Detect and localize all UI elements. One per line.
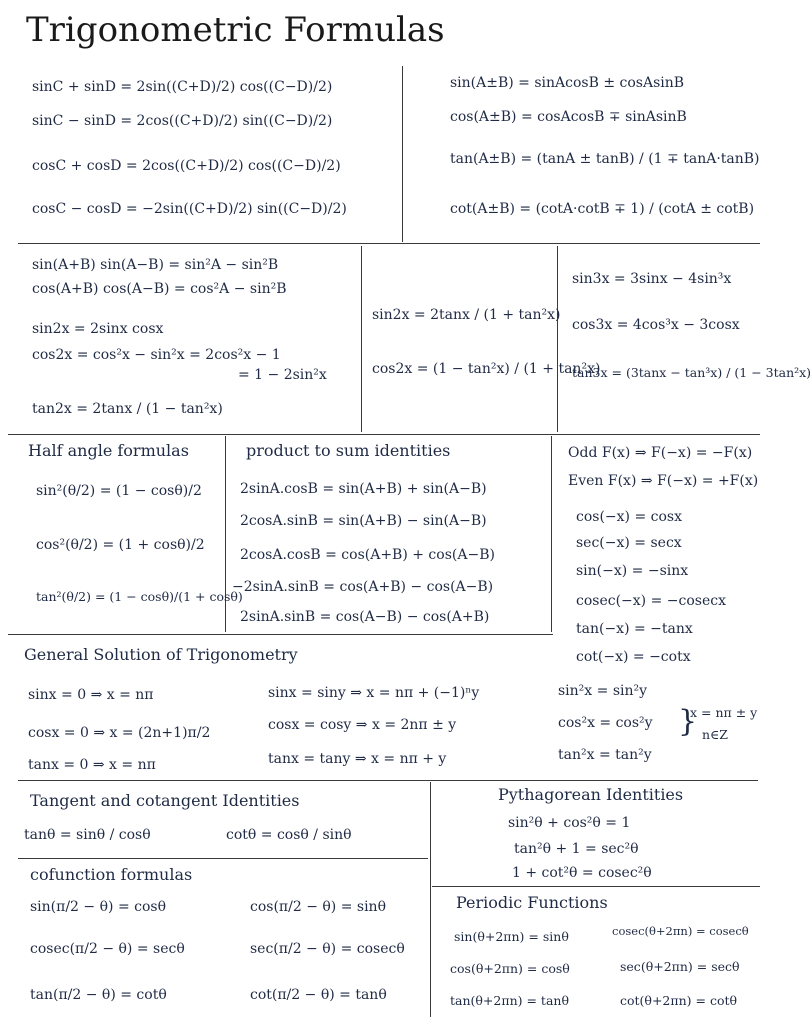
formula: sinC − sinD = 2cos((C+D)/2) sin((C−D)/2) — [32, 113, 333, 129]
formula: tan²x = tan²y — [558, 747, 652, 763]
formula: tan²θ + 1 = sec²θ — [514, 841, 639, 857]
divider — [432, 886, 760, 887]
formula: cos2x = (1 − tan²x) / (1 + tan²x) — [372, 361, 601, 377]
formula: cos(A±B) = cosAcosB ∓ sinAsinB — [450, 109, 687, 125]
formula: −2sinA.sinB = cos(A+B) − cos(A−B) — [232, 579, 494, 595]
formula: sin²x = sin²y — [558, 683, 648, 699]
formula: cos(−x) = cosx — [576, 509, 682, 525]
formula: cos(A+B) cos(A−B) = cos²A − sin²B — [32, 281, 287, 297]
section-heading: Pythagorean Identities — [498, 785, 684, 804]
formula: cosec(θ+2πn) = cosecθ — [612, 924, 749, 938]
section-heading: cofunction formulas — [30, 865, 193, 884]
formula: Even F(x) ⇒ F(−x) = +F(x) — [568, 473, 759, 489]
divider — [8, 434, 760, 435]
formula: sin2x = 2tanx / (1 + tan²x) — [372, 307, 561, 323]
formula: sin(π/2 − θ) = cosθ — [30, 899, 167, 915]
divider — [430, 782, 431, 1017]
formula: tan(A±B) = (tanA ± tanB) / (1 ∓ tanA·tanB) — [450, 151, 760, 167]
page-title: Trigonometric Formulas — [26, 10, 445, 50]
formula: cot(A±B) = (cotA·cotB ∓ 1) / (cotA ± cotB) — [450, 201, 755, 217]
formula: cos²(θ/2) = (1 + cosθ)/2 — [36, 537, 205, 553]
formula: tan3x = (3tanx − tan³x) / (1 − 3tan²x) — [572, 365, 811, 380]
formula: cosec(π/2 − θ) = secθ — [30, 941, 185, 957]
formula: cos3x = 4cos³x − 3cosx — [572, 317, 740, 333]
formula: sin²(θ/2) = (1 − cosθ)/2 — [36, 483, 202, 499]
section-heading: product to sum identities — [246, 441, 451, 460]
formula: sin²θ + cos²θ = 1 — [508, 815, 631, 831]
formula: sec(−x) = secx — [576, 535, 682, 551]
divider — [557, 246, 558, 432]
formula: sin(A+B) sin(A−B) = sin²A − sin²B — [32, 257, 279, 273]
formula: tanθ = sinθ / cosθ — [24, 827, 151, 843]
formula: 1 + cot²θ = cosec²θ — [512, 865, 652, 881]
formula: sinC + sinD = 2sin((C+D)/2) cos((C−D)/2) — [32, 79, 333, 95]
formula: cosx = cosy ⇒ x = 2nπ ± y — [268, 717, 457, 733]
formula: sin2x = 2sinx cosx — [32, 321, 164, 337]
formula: tan2x = 2tanx / (1 − tan²x) — [32, 401, 223, 417]
formula: cot(−x) = −cotx — [576, 649, 691, 665]
formula: sin(θ+2πn) = sinθ — [454, 929, 569, 944]
section-heading: General Solution of Trigonometry — [24, 645, 298, 664]
formula: cosec(−x) = −cosecx — [576, 593, 726, 609]
formula: Odd F(x) ⇒ F(−x) = −F(x) — [568, 445, 753, 461]
formula: sin3x = 3sinx − 4sin³x — [572, 271, 732, 287]
formula: cos(π/2 − θ) = sinθ — [250, 899, 387, 915]
formula: tan²(θ/2) = (1 − cosθ)/(1 + cosθ) — [36, 589, 243, 604]
divider — [18, 858, 428, 859]
section-heading: Half angle formulas — [28, 441, 189, 460]
formula: n∈Z — [702, 727, 728, 742]
divider — [18, 243, 760, 244]
formula: = 1 − 2sin²x — [238, 367, 327, 383]
formula: sec(π/2 − θ) = cosecθ — [250, 941, 405, 957]
formula: 2cosA.sinB = sin(A+B) − sin(A−B) — [240, 513, 487, 529]
formula: cot(π/2 − θ) = tanθ — [250, 987, 387, 1003]
formula: sin(A±B) = sinAcosB ± cosAsinB — [450, 75, 685, 91]
divider — [8, 634, 553, 635]
formula: cosC − cosD = −2sin((C+D)/2) sin((C−D)/2) — [32, 201, 347, 217]
formula: cos(θ+2πn) = cosθ — [450, 961, 570, 976]
formula: cos²x = cos²y — [558, 715, 653, 731]
formula: sinx = 0 ⇒ x = nπ — [28, 687, 154, 703]
formula: cos2x = cos²x − sin²x = 2cos²x − 1 — [32, 347, 281, 363]
formula: x = nπ ± y — [690, 705, 758, 720]
formula: cosx = 0 ⇒ x = (2n+1)π/2 — [28, 725, 211, 741]
divider — [18, 780, 758, 781]
section-heading: Tangent and cotangent Identities — [30, 791, 300, 810]
formula: 2cosA.cosB = cos(A+B) + cos(A−B) — [240, 547, 495, 563]
formula: sin(−x) = −sinx — [576, 563, 689, 579]
formula: cosC + cosD = 2cos((C+D)/2) cos((C−D)/2) — [32, 158, 341, 174]
formula: tan(π/2 − θ) = cotθ — [30, 987, 167, 1003]
formula: cot(θ+2πn) = cotθ — [620, 993, 738, 1008]
section-heading: Periodic Functions — [456, 893, 608, 912]
formula: 2sinA.cosB = sin(A+B) + sin(A−B) — [240, 481, 487, 497]
formula: cotθ = cosθ / sinθ — [226, 827, 352, 843]
divider — [402, 66, 403, 242]
formula: 2sinA.sinB = cos(A−B) − cos(A+B) — [240, 609, 490, 625]
formula: tanx = 0 ⇒ x = nπ — [28, 757, 156, 773]
divider — [551, 436, 552, 632]
formula: tan(θ+2πn) = tanθ — [450, 993, 569, 1008]
formula: sinx = siny ⇒ x = nπ + (−1)ⁿy — [268, 685, 480, 701]
brace: } — [678, 704, 698, 739]
divider — [361, 246, 362, 432]
formula: sec(θ+2πn) = secθ — [620, 959, 740, 974]
formula: tanx = tany ⇒ x = nπ + y — [268, 751, 447, 767]
formula: tan(−x) = −tanx — [576, 621, 693, 637]
